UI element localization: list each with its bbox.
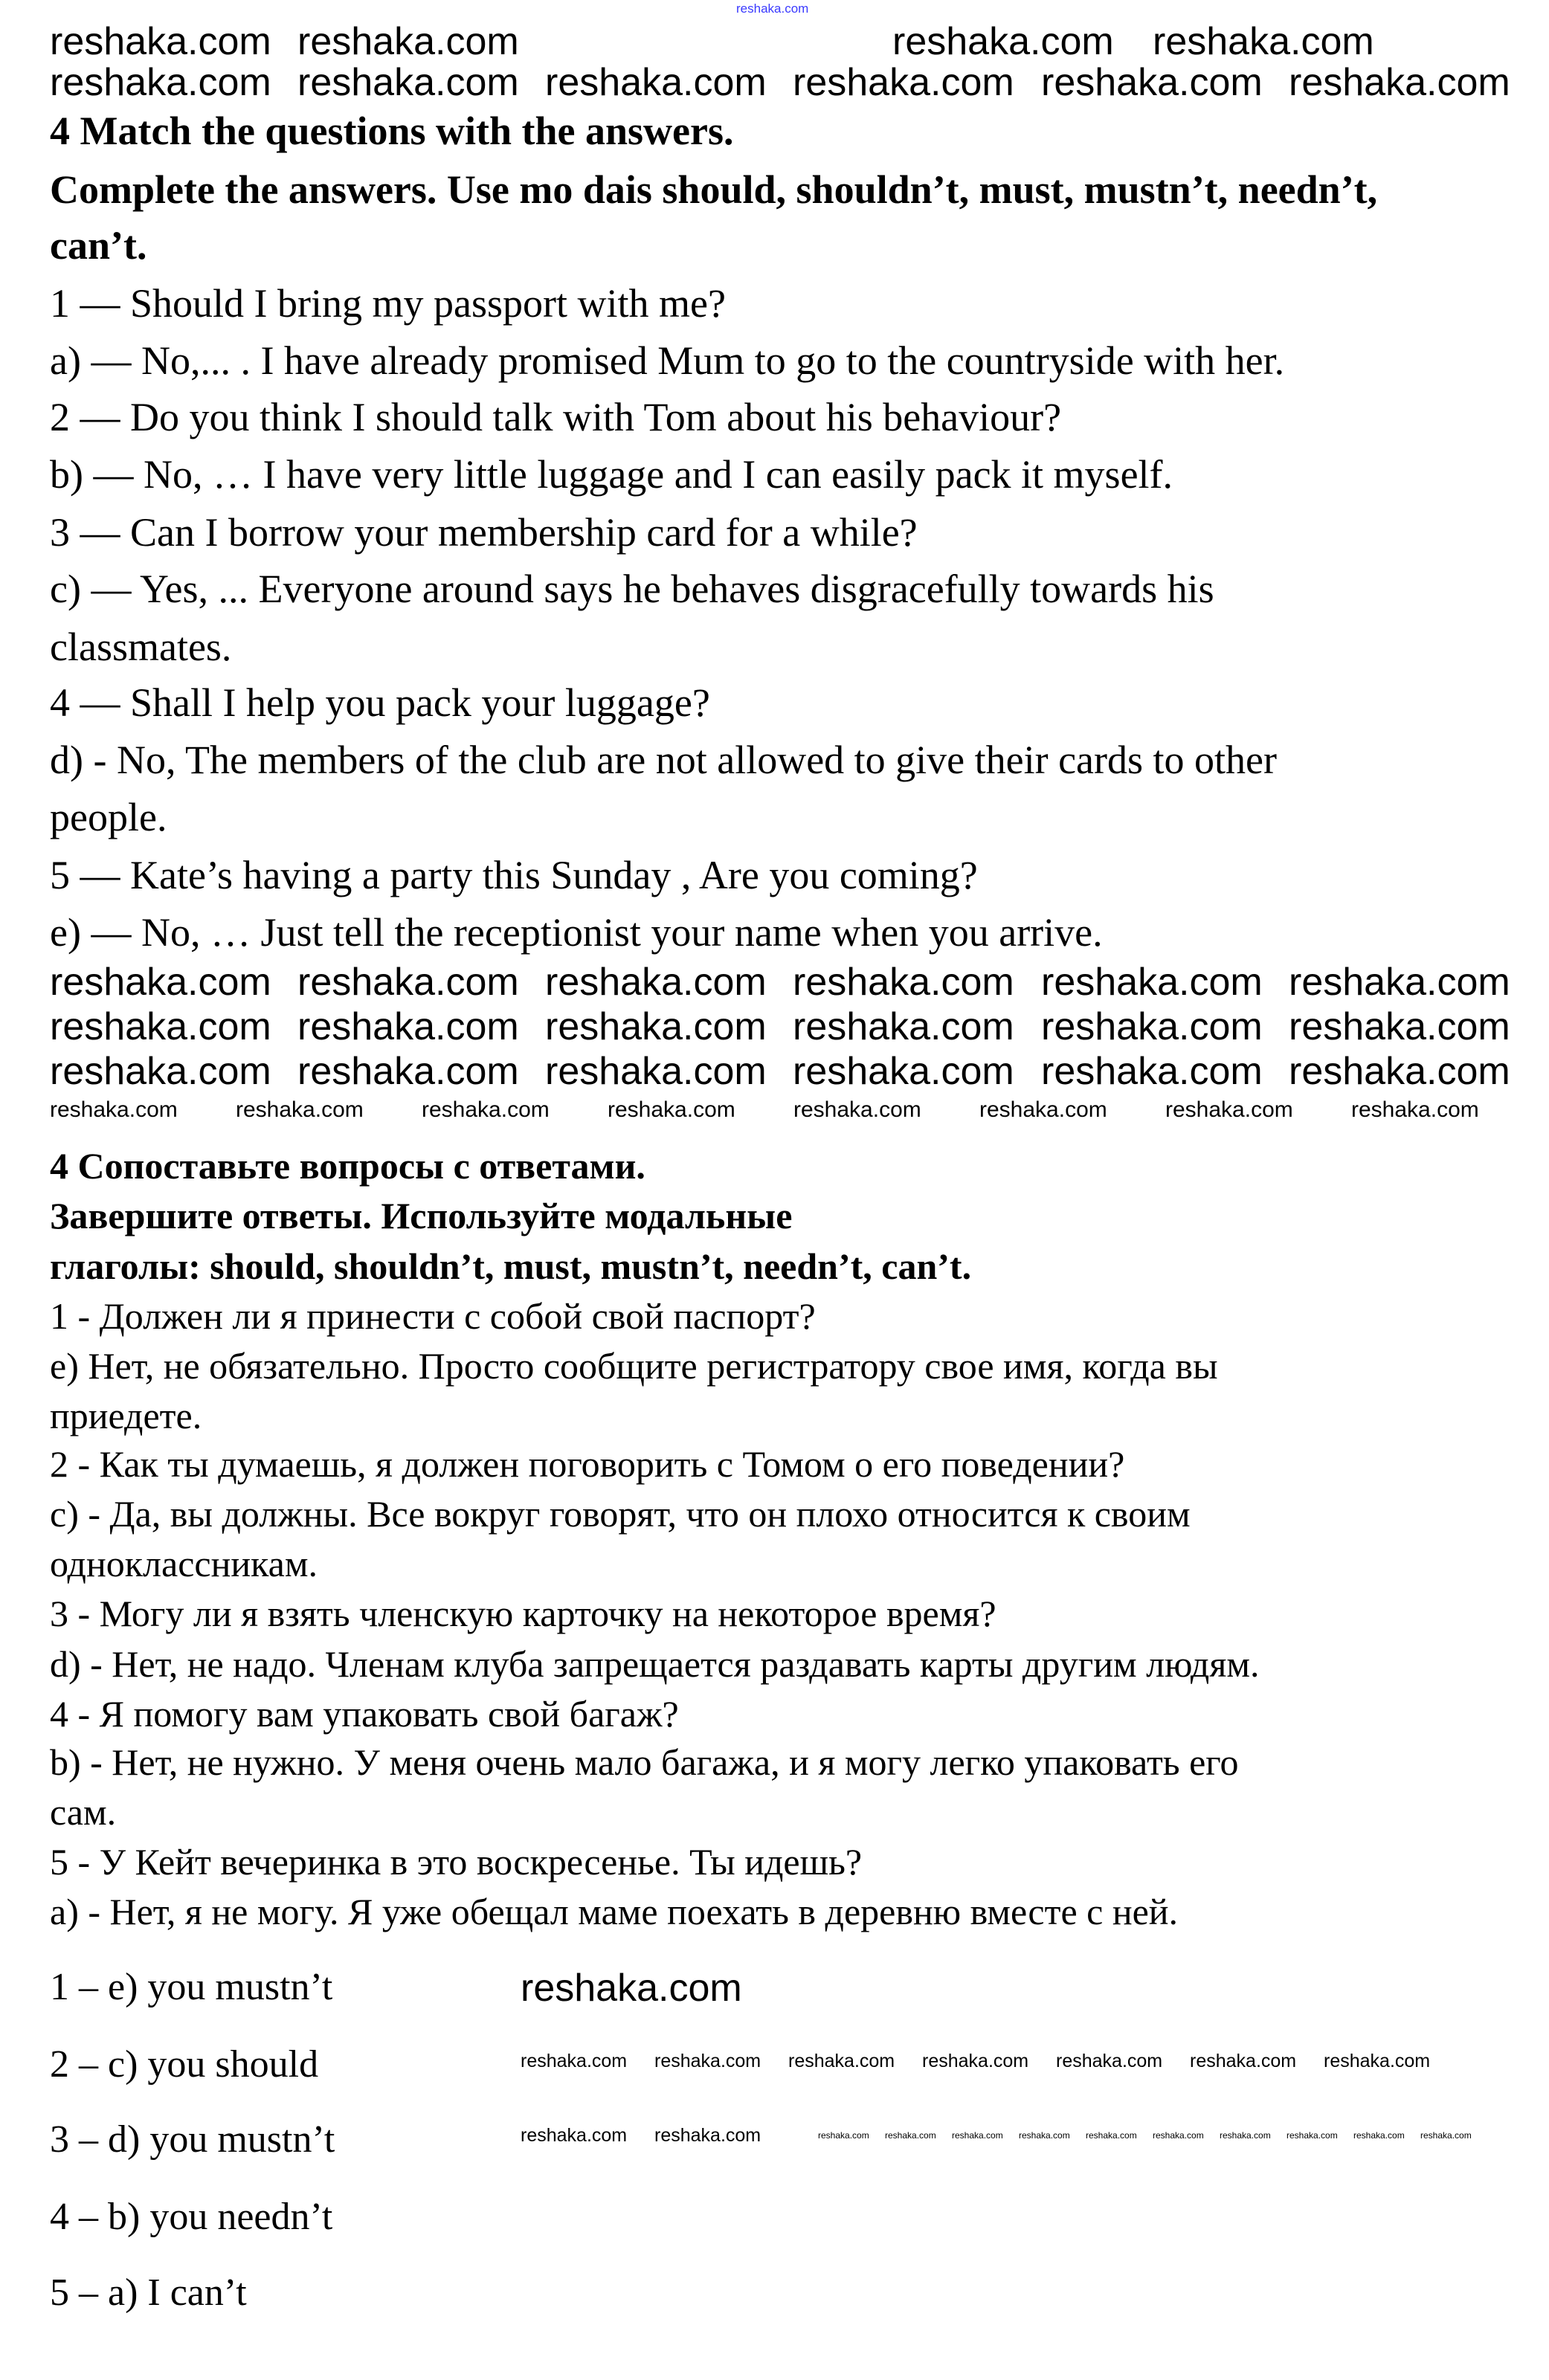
watermark: reshaka.com <box>50 1005 271 1048</box>
watermark: reshaka.com <box>1165 1097 1293 1122</box>
answer-key-item: 5 – a) I can’t <box>50 2271 247 2314</box>
watermark: reshaka.com <box>1420 2130 1472 2141</box>
watermark: reshaka.com <box>50 1050 271 1093</box>
watermark: reshaka.com <box>1041 61 1263 104</box>
watermark: reshaka.com <box>654 2051 761 2071</box>
watermark: reshaka.com <box>1153 20 1374 63</box>
answer-line: одноклассникам. <box>50 1543 318 1584</box>
answer-line: a) — No,... . I have already promised Mum to go to the countryside with her. <box>50 338 1285 383</box>
watermark: reshaka.com <box>545 1050 767 1093</box>
answer-key-item: 1 – e) you mustn’t <box>50 1966 333 2008</box>
watermark: reshaka.com <box>297 1050 519 1093</box>
watermark: reshaka.com <box>521 2125 628 2146</box>
watermark: reshaka.com <box>1351 1097 1479 1122</box>
watermark: reshaka.com <box>50 961 271 1004</box>
answer-line: d) - Нет, не надо. Членам клуба запрещается раздавать карты другим людям. <box>50 1643 1260 1685</box>
watermark: reshaka.com <box>1041 961 1263 1004</box>
answer-key-item: 3 – d) you mustn’t <box>50 2118 335 2161</box>
watermark: reshaka.com <box>297 961 519 1004</box>
question-line: 4 - Я помогу вам упаковать свой багаж? <box>50 1693 679 1735</box>
exercise-title: 4 Сопоставьте вопросы с ответами. <box>50 1145 645 1187</box>
watermark: reshaka.com <box>1353 2130 1405 2141</box>
question-line: 5 - У Кейт вечеринка в это воскресенье. Ты идешь? <box>50 1841 863 1883</box>
answer-line: c) - Да, вы должны. Все вокруг говорят, что он плохо относится к своим <box>50 1493 1191 1535</box>
answer-line: e) — No, … Just tell the receptionist your name when you arrive. <box>50 910 1103 955</box>
question-line: 2 — Do you think I should talk with Tom about his behaviour? <box>50 395 1062 439</box>
watermark: reshaka.com <box>1041 1005 1263 1048</box>
answer-line: people. <box>50 795 167 839</box>
exercise-instruction: Complete the answers. Use mo dais should, shouldn’t, must, mustn’t, needn’t, <box>50 167 1378 212</box>
question-line: 1 — Should I bring my passport with me? <box>50 281 726 326</box>
question-line: 2 - Как ты думаешь, я должен поговорить с Томом о его поведении? <box>50 1443 1125 1485</box>
answer-line: e) Нет, не обязательно. Просто сообщите регистратору свое имя, когда вы <box>50 1345 1218 1387</box>
watermark: reshaka.com <box>1190 2051 1297 2071</box>
watermark: reshaka.com <box>922 2051 1029 2071</box>
watermark: reshaka.com <box>1324 2051 1431 2071</box>
exercise-title: 4 Match the questions with the answers. <box>50 109 734 153</box>
watermark: reshaka.com <box>1220 2130 1271 2141</box>
watermark: reshaka.com <box>50 1097 178 1122</box>
question-line: 1 - Должен ли я принести с собой свой паспорт? <box>50 1295 816 1337</box>
watermark: reshaka.com <box>818 2130 869 2141</box>
watermark: reshaka.com <box>297 1005 519 1048</box>
watermark: reshaka.com <box>1086 2130 1137 2141</box>
watermark: reshaka.com <box>50 61 271 104</box>
watermark: reshaka.com <box>892 20 1114 63</box>
watermark: reshaka.com <box>1286 2130 1338 2141</box>
answer-key-item: 4 – b) you needn’t <box>50 2196 333 2238</box>
watermark: reshaka.com <box>1289 1005 1510 1048</box>
watermark: reshaka.com <box>1289 1050 1510 1093</box>
watermark: reshaka.com <box>793 61 1014 104</box>
answer-line: classmates. <box>50 625 232 669</box>
watermark: reshaka.com <box>654 2125 761 2146</box>
exercise-instruction: глаголы: should, shouldn’t, must, mustn’t, needn’t, can’t. <box>50 1245 972 1287</box>
answer-line: b) - Нет, не нужно. У меня очень мало багажа, и я могу легко упаковать его <box>50 1741 1239 1783</box>
question-line: 4 — Shall I help you pack your luggage? <box>50 680 710 725</box>
watermark: reshaka.com <box>1056 2051 1163 2071</box>
watermark: reshaka.com <box>1289 961 1510 1004</box>
watermark: reshaka.com <box>545 1005 767 1048</box>
answer-line: a) - Нет, я не могу. Я уже обещал маме поехать в деревню вместе с ней. <box>50 1891 1179 1932</box>
answer-line: b) — No, … I have very little luggage and I can easily pack it myself. <box>50 452 1173 497</box>
watermark: reshaka.com <box>545 61 767 104</box>
answer-line: c) — Yes, ... Everyone around says he behaves disgracefully towards his <box>50 567 1214 611</box>
watermark: reshaka.com <box>979 1097 1107 1122</box>
watermark: reshaka.com <box>422 1097 550 1122</box>
watermark: reshaka.com <box>297 61 519 104</box>
watermark: reshaka.com <box>608 1097 735 1122</box>
watermark: reshaka.com <box>793 961 1014 1004</box>
watermark: reshaka.com <box>793 1050 1014 1093</box>
watermark: reshaka.com <box>952 2130 1003 2141</box>
watermark: reshaka.com <box>236 1097 364 1122</box>
watermark: reshaka.com <box>1153 2130 1204 2141</box>
watermark: reshaka.com <box>545 961 767 1004</box>
answer-line: d) - No, The members of the club are not allowed to give their cards to other <box>50 738 1277 782</box>
watermark: reshaka.com <box>50 20 271 63</box>
watermark: reshaka.com <box>1041 1050 1263 1093</box>
header-logo[interactable]: reshaka.com <box>736 1 809 16</box>
watermark: reshaka.com <box>885 2130 936 2141</box>
question-line: 3 — Can I borrow your membership card for a while? <box>50 510 918 555</box>
watermark: reshaka.com <box>1289 61 1510 104</box>
watermark: reshaka.com <box>788 2051 895 2071</box>
watermark: reshaka.com <box>521 1967 742 2010</box>
watermark: reshaka.com <box>793 1005 1014 1048</box>
exercise-instruction: can’t. <box>50 223 147 268</box>
watermark: reshaka.com <box>521 2051 628 2071</box>
watermark: reshaka.com <box>793 1097 921 1122</box>
answer-key-item: 2 – c) you should <box>50 2043 319 2086</box>
watermark: reshaka.com <box>297 20 519 63</box>
answer-line: приедете. <box>50 1395 202 1436</box>
watermark: reshaka.com <box>1019 2130 1070 2141</box>
answer-line: сам. <box>50 1791 117 1833</box>
exercise-instruction: Завершите ответы. Используйте модальные <box>50 1195 793 1236</box>
question-line: 5 — Kate’s having a party this Sunday , Are you coming? <box>50 853 978 897</box>
question-line: 3 - Могу ли я взять членскую карточку на некоторое время? <box>50 1593 996 1634</box>
